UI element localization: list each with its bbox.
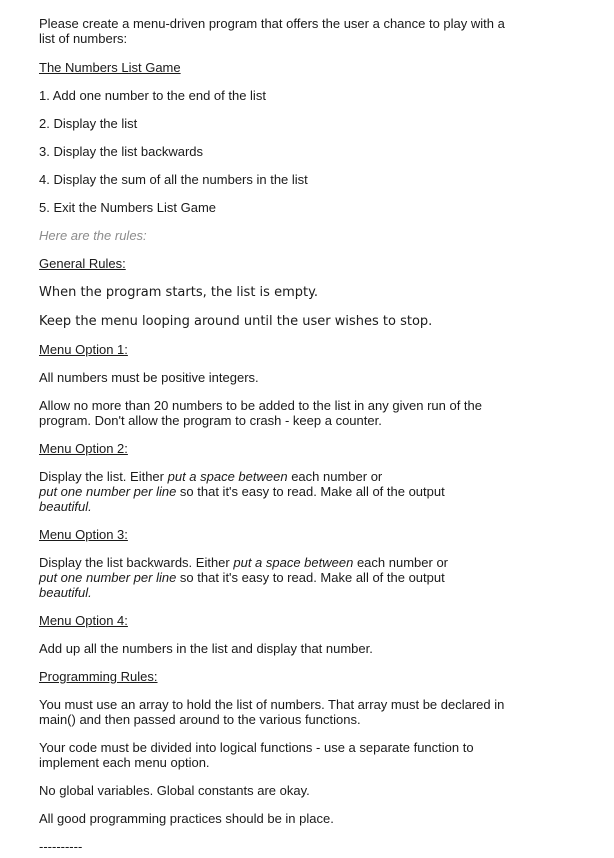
menu-option-2-text-b: put a space between: [167, 469, 288, 484]
menu-option-3-text-d: put one number per line: [39, 570, 177, 585]
menu-option-3-text-c: each number or: [353, 555, 449, 570]
rules-intro: Here are the rules:: [39, 228, 147, 243]
menu-option-3-text-e: so that it's easy to read. Make all of the output: [176, 570, 445, 585]
general-rules-heading: General Rules:: [39, 256, 126, 271]
programming-rule-2: Your code must be divided into logical functions - use a separate function to implement each menu option.: [39, 740, 474, 770]
intro-paragraph: Please create a menu-driven program that offers the user a chance to play with a list of numbers:: [39, 16, 505, 46]
game-title: The Numbers List Game: [39, 60, 181, 75]
menu-option-3-text-b: put a space between: [233, 555, 354, 570]
menu-option-2-text-f: beautiful.: [39, 499, 92, 514]
menu-item-2: 2. Display the list: [39, 116, 138, 131]
general-rule-1: When the program starts, the list is empty.: [39, 285, 319, 300]
menu-option-3-text-a: Display the list backwards. Either: [39, 555, 234, 570]
programming-rule-3: No global variables. Global constants are okay.: [39, 783, 310, 798]
programming-rule-1: You must use an array to hold the list of numbers. That array must be declared in main() and then passed around to the various functions.: [39, 697, 505, 727]
programming-rule-4: All good programming practices should be in place.: [39, 811, 334, 826]
menu-option-2-text-d: put one number per line: [39, 484, 177, 499]
menu-option-2-text-e: so that it's easy to read. Make all of the output: [176, 484, 445, 499]
menu-option-1-rule-1: All numbers must be positive integers.: [39, 370, 259, 385]
menu-option-2-text: [39, 469, 479, 514]
menu-option-4-rule-1: Add up all the numbers in the list and display that number.: [39, 641, 373, 656]
menu-item-4: 4. Display the sum of all the numbers in the list: [39, 172, 308, 187]
menu-option-3-text: [39, 555, 479, 600]
menu-option-2-text-c: each number or: [287, 469, 383, 484]
menu-option-1-heading: Menu Option 1:: [39, 342, 128, 357]
menu-option-3-text-f: beautiful.: [39, 585, 92, 600]
separator-line: ----------: [39, 839, 83, 854]
general-rule-2: Keep the menu looping around until the user wishes to stop.: [39, 314, 433, 329]
menu-option-2-heading: Menu Option 2:: [39, 441, 128, 456]
menu-item-1: 1. Add one number to the end of the list: [39, 88, 266, 103]
menu-option-2-text-a: Display the list. Either: [39, 469, 168, 484]
menu-item-5: 5. Exit the Numbers List Game: [39, 200, 217, 215]
programming-rules-heading: Programming Rules:: [39, 669, 158, 684]
menu-option-1-rule-2: Allow no more than 20 numbers to be added to the list in any given run of the program. Don't allow the program to crash - keep a counter.: [39, 398, 482, 428]
menu-option-3-heading: Menu Option 3:: [39, 527, 128, 542]
menu-option-4-heading: Menu Option 4:: [39, 613, 128, 628]
menu-item-3: 3. Display the list backwards: [39, 144, 204, 159]
